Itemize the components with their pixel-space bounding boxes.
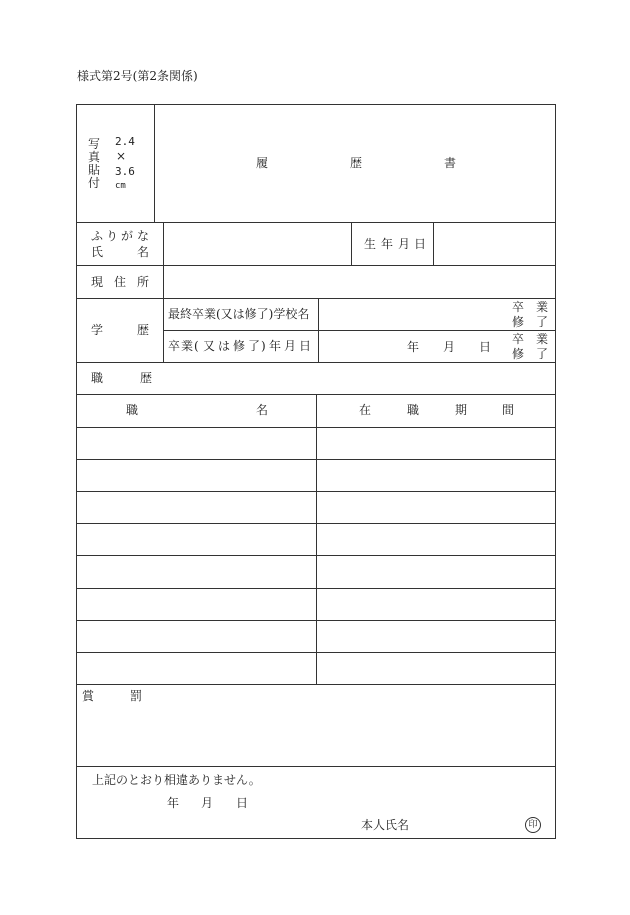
birthdate-label-char: 生: [364, 237, 377, 251]
birthdate-label-char: 日: [414, 237, 427, 251]
career-period-cell[interactable]: [317, 653, 555, 684]
photo-label-char: 写: [88, 137, 101, 151]
furigana-label-char: な: [137, 229, 150, 243]
career-position-cell[interactable]: [77, 589, 315, 620]
photo-size: cm: [115, 181, 126, 191]
col-period-char: 職: [407, 403, 420, 417]
career-period-cell[interactable]: [317, 589, 555, 620]
birthdate-label-char: 年: [381, 237, 394, 251]
divider: [154, 104, 155, 222]
career-period-cell[interactable]: [317, 524, 555, 555]
declaration-text: 上記のとおり相違ありません。: [92, 773, 261, 787]
furigana-label-char: り: [106, 229, 119, 243]
name-label-char: 名: [137, 245, 150, 259]
birthdate-label-char: 月: [398, 237, 411, 251]
divider: [76, 298, 556, 299]
divider: [163, 330, 556, 331]
grad-choice-completed: 修 了: [512, 347, 549, 361]
form-title-char: 歴: [350, 156, 363, 170]
grad-date-label-char: 日: [299, 339, 312, 353]
career-position-cell[interactable]: [77, 428, 315, 459]
career-position-cell[interactable]: [77, 621, 315, 652]
grad-date-field[interactable]: [320, 332, 500, 361]
col-position-char: 名: [256, 403, 269, 417]
career-period-cell[interactable]: [317, 428, 555, 459]
photo-size: 3.6: [115, 165, 135, 178]
divider: [351, 222, 352, 265]
signature-label: 本人氏名: [361, 818, 410, 832]
school-label: 最終卒業(又は修了)学校名: [168, 307, 310, 321]
furigana-label-char: が: [121, 229, 134, 243]
divider: [76, 265, 556, 266]
divider: [76, 222, 556, 223]
address-label-char: 住: [114, 275, 127, 289]
col-position-char: 職: [126, 403, 139, 417]
divider: [163, 222, 164, 362]
divider: [433, 222, 434, 265]
grad-date-label-char: ): [261, 339, 266, 353]
career-position-cell[interactable]: [77, 460, 315, 491]
education-label-char: 学: [91, 323, 104, 337]
grad-date-label-char: 年: [269, 339, 282, 353]
furigana-label-char: ふ: [91, 229, 104, 243]
divider: [76, 766, 556, 767]
form-number: 様式第2号(第2条関係): [77, 69, 198, 83]
grad-date-label-char: 月: [284, 339, 297, 353]
career-position-cell[interactable]: [77, 524, 315, 555]
career-position-cell[interactable]: [77, 653, 315, 684]
career-label-char: 歴: [140, 371, 153, 385]
awards-label-char: 賞: [82, 689, 95, 703]
col-period-char: 在: [359, 403, 372, 417]
grad-date-unit: 日: [479, 340, 492, 354]
birthdate-field[interactable]: [435, 224, 555, 264]
address-field[interactable]: [166, 267, 555, 297]
career-label-char: 職: [91, 371, 104, 385]
divider: [76, 362, 556, 363]
grad-type-choice[interactable]: [510, 299, 554, 330]
grad-date-label-char: 卒: [168, 339, 181, 353]
divider: [318, 298, 319, 362]
grad-date-label-char: (: [194, 339, 199, 353]
declaration-date-unit: 年: [167, 796, 180, 810]
photo-label-char: 真: [88, 150, 101, 164]
photo-size: ×: [116, 149, 127, 163]
grad-choice-completed: 修 了: [512, 315, 549, 329]
career-period-cell[interactable]: [317, 460, 555, 491]
education-label-char: 歴: [137, 323, 150, 337]
career-period-cell[interactable]: [317, 492, 555, 523]
form-title-char: 履: [256, 156, 269, 170]
col-period-char: 間: [502, 403, 515, 417]
career-period-cell[interactable]: [317, 621, 555, 652]
grad-choice-graduated: 卒 業: [512, 300, 549, 314]
awards-field[interactable]: [150, 686, 554, 764]
grad-date-unit: 年: [407, 340, 420, 354]
signature-field[interactable]: [410, 814, 510, 836]
grad-date-label-char: 了: [248, 339, 261, 353]
divider: [76, 684, 556, 685]
name-field[interactable]: [166, 224, 349, 264]
photo-label-char: 貼: [88, 163, 101, 177]
career-period-cell[interactable]: [317, 556, 555, 587]
declaration-date-unit: 日: [236, 796, 249, 810]
grad-date-label-char: 又: [203, 339, 216, 353]
address-label-char: 現: [91, 275, 104, 289]
address-label-char: 所: [137, 275, 150, 289]
col-period-char: 期: [455, 403, 468, 417]
awards-label-char: 罰: [130, 689, 143, 703]
school-field[interactable]: [320, 300, 500, 329]
seal-mark: 印: [525, 817, 541, 833]
grad-date-label-char: 修: [233, 339, 246, 353]
career-position-cell[interactable]: [77, 556, 315, 587]
name-label-char: 氏: [91, 245, 104, 259]
declaration-date-unit: 月: [201, 796, 214, 810]
form-title-char: 書: [444, 156, 457, 170]
grad-choice-graduated: 卒 業: [512, 332, 549, 346]
photo-label-char: 付: [88, 176, 101, 190]
grad-date-unit: 月: [443, 340, 456, 354]
photo-box[interactable]: [77, 105, 154, 222]
grad-date-label-char: 業: [181, 339, 194, 353]
career-position-cell[interactable]: [77, 492, 315, 523]
photo-size: 2.4: [115, 135, 135, 148]
grad-type-choice[interactable]: [510, 331, 554, 362]
grad-date-label-char: は: [218, 339, 231, 353]
